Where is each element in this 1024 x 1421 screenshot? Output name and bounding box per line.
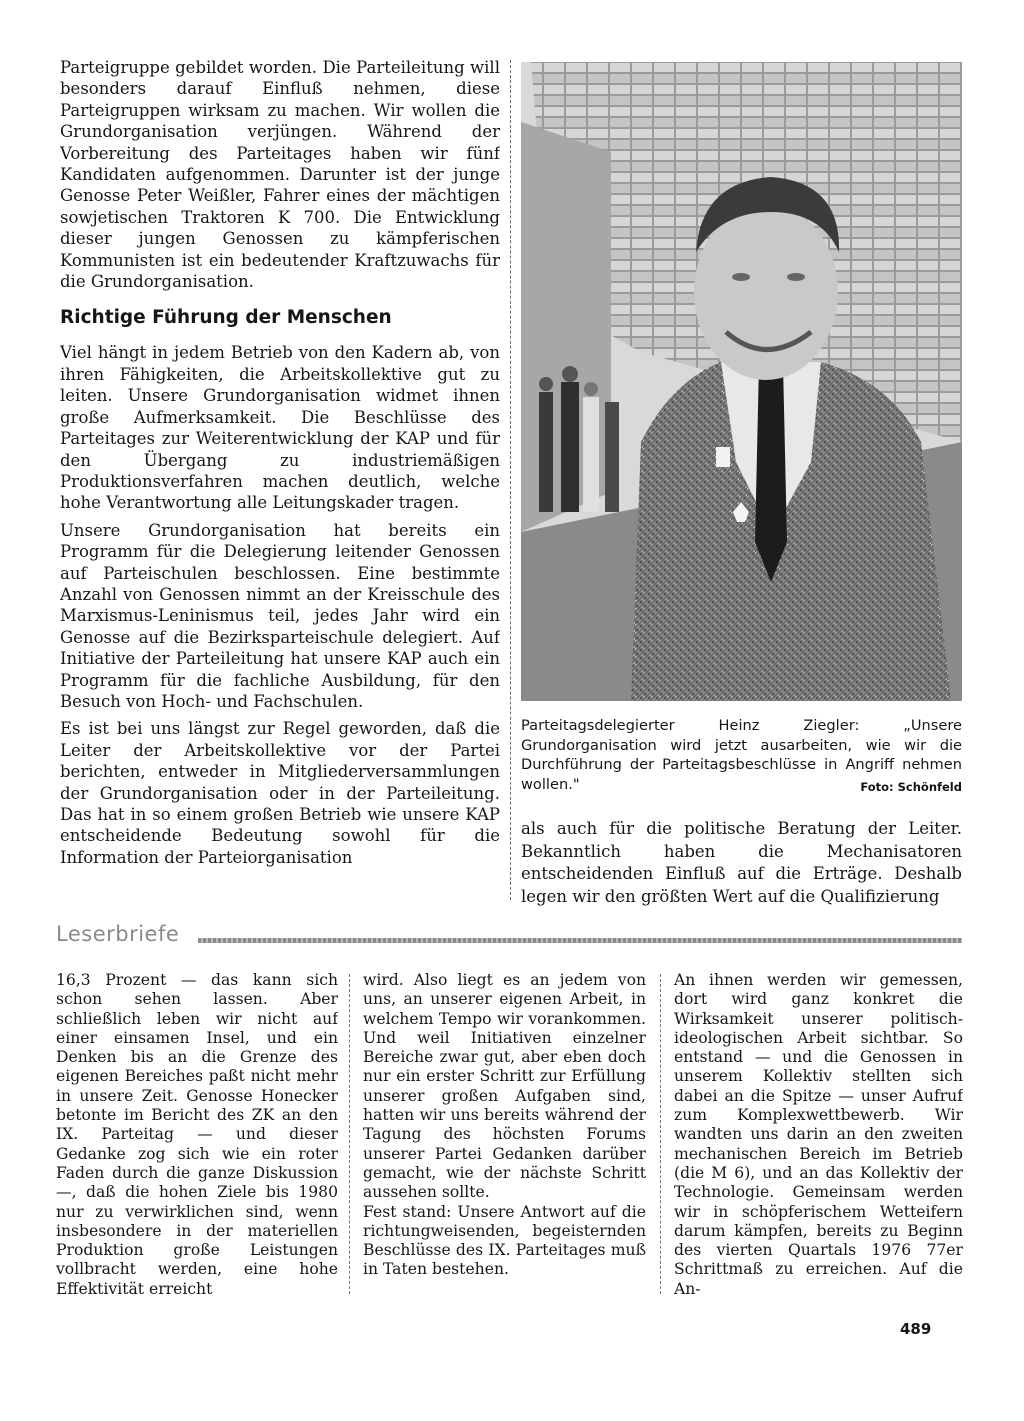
- column-divider: [349, 974, 350, 1294]
- photo-credit: Foto: Schönfeld: [860, 780, 962, 794]
- letter-paragraph: 16,3 Prozent — das kann sich schon sehen lassen. Aber schließlich leben wir nicht auf einer einsamen Insel, und ein Denken bis an die Grenze des eigenen Bereiches paßt nicht mehr in unsere Zeit. Genosse Honecker betonte im Bericht des ZK an den IX. Parteitag — und dieser Gedanke zog sich wie ein roter Faden durch die ganze Diskussion —, daß die hohen Ziele bis 1980 nur zu verwirklichen sind, wenn insbesondere in der materiellen Produktion große Leistungen vollbracht werden, eine hohe Effektivität erreicht: [56, 971, 338, 1298]
- article-left-column: [60, 57, 500, 909]
- photo-caption: Parteitagsdelegierter Heinz Ziegler: „Unsere Grundorganisation wird jetzt ausarbeiten, wie wir die Durchführung der Parteitagsbeschlüsse in Angriff nehmen wollen.": [521, 717, 962, 793]
- section-rule: [198, 938, 962, 943]
- page-number: 489: [900, 1320, 932, 1338]
- article-paragraph: Es ist bei uns längst zur Regel geworden, daß die Leiter der Arbeitskollektive vor der Partei berichten, entweder in Mitgliederversammlungen der Grundorganisation oder in der Parteileitung. Das hat in so einem großen Betrieb wie unsere KAP entscheidende Bedeutung sowohl für die Information der Parteiorganisation: [60, 719, 500, 867]
- article-subheading: Richtige Führung der Menschen: [60, 307, 392, 329]
- portrait-photo: [521, 62, 962, 701]
- article-paragraph: Unsere Grundorganisation hat bereits ein Programm für die Delegierung leitender Genossen auf Parteischulen beschlossen. Eine bestimmte Anzahl von Genossen nimmt an der Kreisschule des Marxismus-Leninismus teil, jedes Jahr wird ein Genosse auf die Bezirksparteischule delegiert. Auf Initiative der Parteileitung hat unsere KAP auch ein Programm für die fachliche Ausbildung, für den Besuch von Hoch- und Fachschulen.: [60, 520, 500, 711]
- article-paragraph: Parteigruppe gebildet worden. Die Parteileitung will besonders darauf Einfluß nehmen, diese Parteigruppen wirksam zu machen. Wir wollen die Grundorganisation verjüngen. Während der Vorbereitung des Parteitages haben wir fünf Kandidaten aufgenommen. Darunter ist der junge Genosse Peter Weißler, Fahrer eines der mächtigen sowjetischen Traktoren K 700. Die Entwicklung dieser jungen Genossen zu kämpferischen Kommunisten ist ein bedeutender Kraftzuwachs für die Grundorganisation.: [60, 58, 500, 292]
- article-right-continuation: [521, 818, 962, 908]
- letters-column-1: [56, 971, 338, 1306]
- column-divider: [660, 974, 661, 1294]
- letters-column-3: [674, 971, 963, 1306]
- letter-paragraph: Fest stand: Unsere Antwort auf die richtungweisenden, begeisternden Beschlüsse des IX. Parteitages muß in Taten bestehen.: [363, 1202, 646, 1279]
- section-header: [56, 922, 962, 954]
- letter-paragraph: An ihnen werden wir gemessen, dort wird ganz konkret die Wirksamkeit unserer politisch-ideologischen Arbeit sichtbar. So entstand — und die Genossen in unserem Kollektiv stellten sich dabei an die Spitze — unser Aufruf zum Komplexwettbewerb. Wir wandten uns darin an den zweiten mechanischen Bereich im Betrieb (die M 6), und an das Kollektiv der Technologie. Gemeinsam werden wir in schöpferischem Wetteifern darum kämpfen, bereits zu Beginn des vierten Quartals 1976 77er Schrittmaß zu erreichen. Auf die An-: [674, 971, 963, 1298]
- column-divider: [510, 60, 511, 900]
- section-title: Leserbriefe: [56, 922, 180, 946]
- letters-column-2: [363, 971, 646, 1306]
- letter-paragraph: wird. Also liegt es an jedem von uns, an unserer eigenen Arbeit, in welchem Tempo wir vorankommen. Und weil Initiativen einzelner Bereiche zwar gut, aber eben doch nur ein erster Schritt zur Erfüllung unserer großen Aufgaben sind, hatten wir uns bereits während der Tagung des höchsten Forums unserer Partei Gedanken darüber gemacht, wie der nächste Schritt aussehen sollte.: [363, 971, 646, 1202]
- article-paragraph: als auch für die politische Beratung der Leiter. Bekanntlich haben die Mechanisatoren entscheidenden Einfluß auf die Erträge. Deshalb legen wir den größten Wert auf die Qualifizierung: [521, 819, 962, 906]
- article-paragraph: Viel hängt in jedem Betrieb von den Kadern ab, von ihren Fähigkeiten, die Arbeitskollektive gut zu leiten. Unsere Grundorganisation widmet ihnen große Aufmerksamkeit. Die Beschlüsse des Parteitages zur Weiterentwicklung der KAP und für den Übergang zu industriemäßigen Produktionsverfahren machen deutlich, welche hohe Verantwortung alle Leitungskader tragen.: [60, 343, 500, 513]
